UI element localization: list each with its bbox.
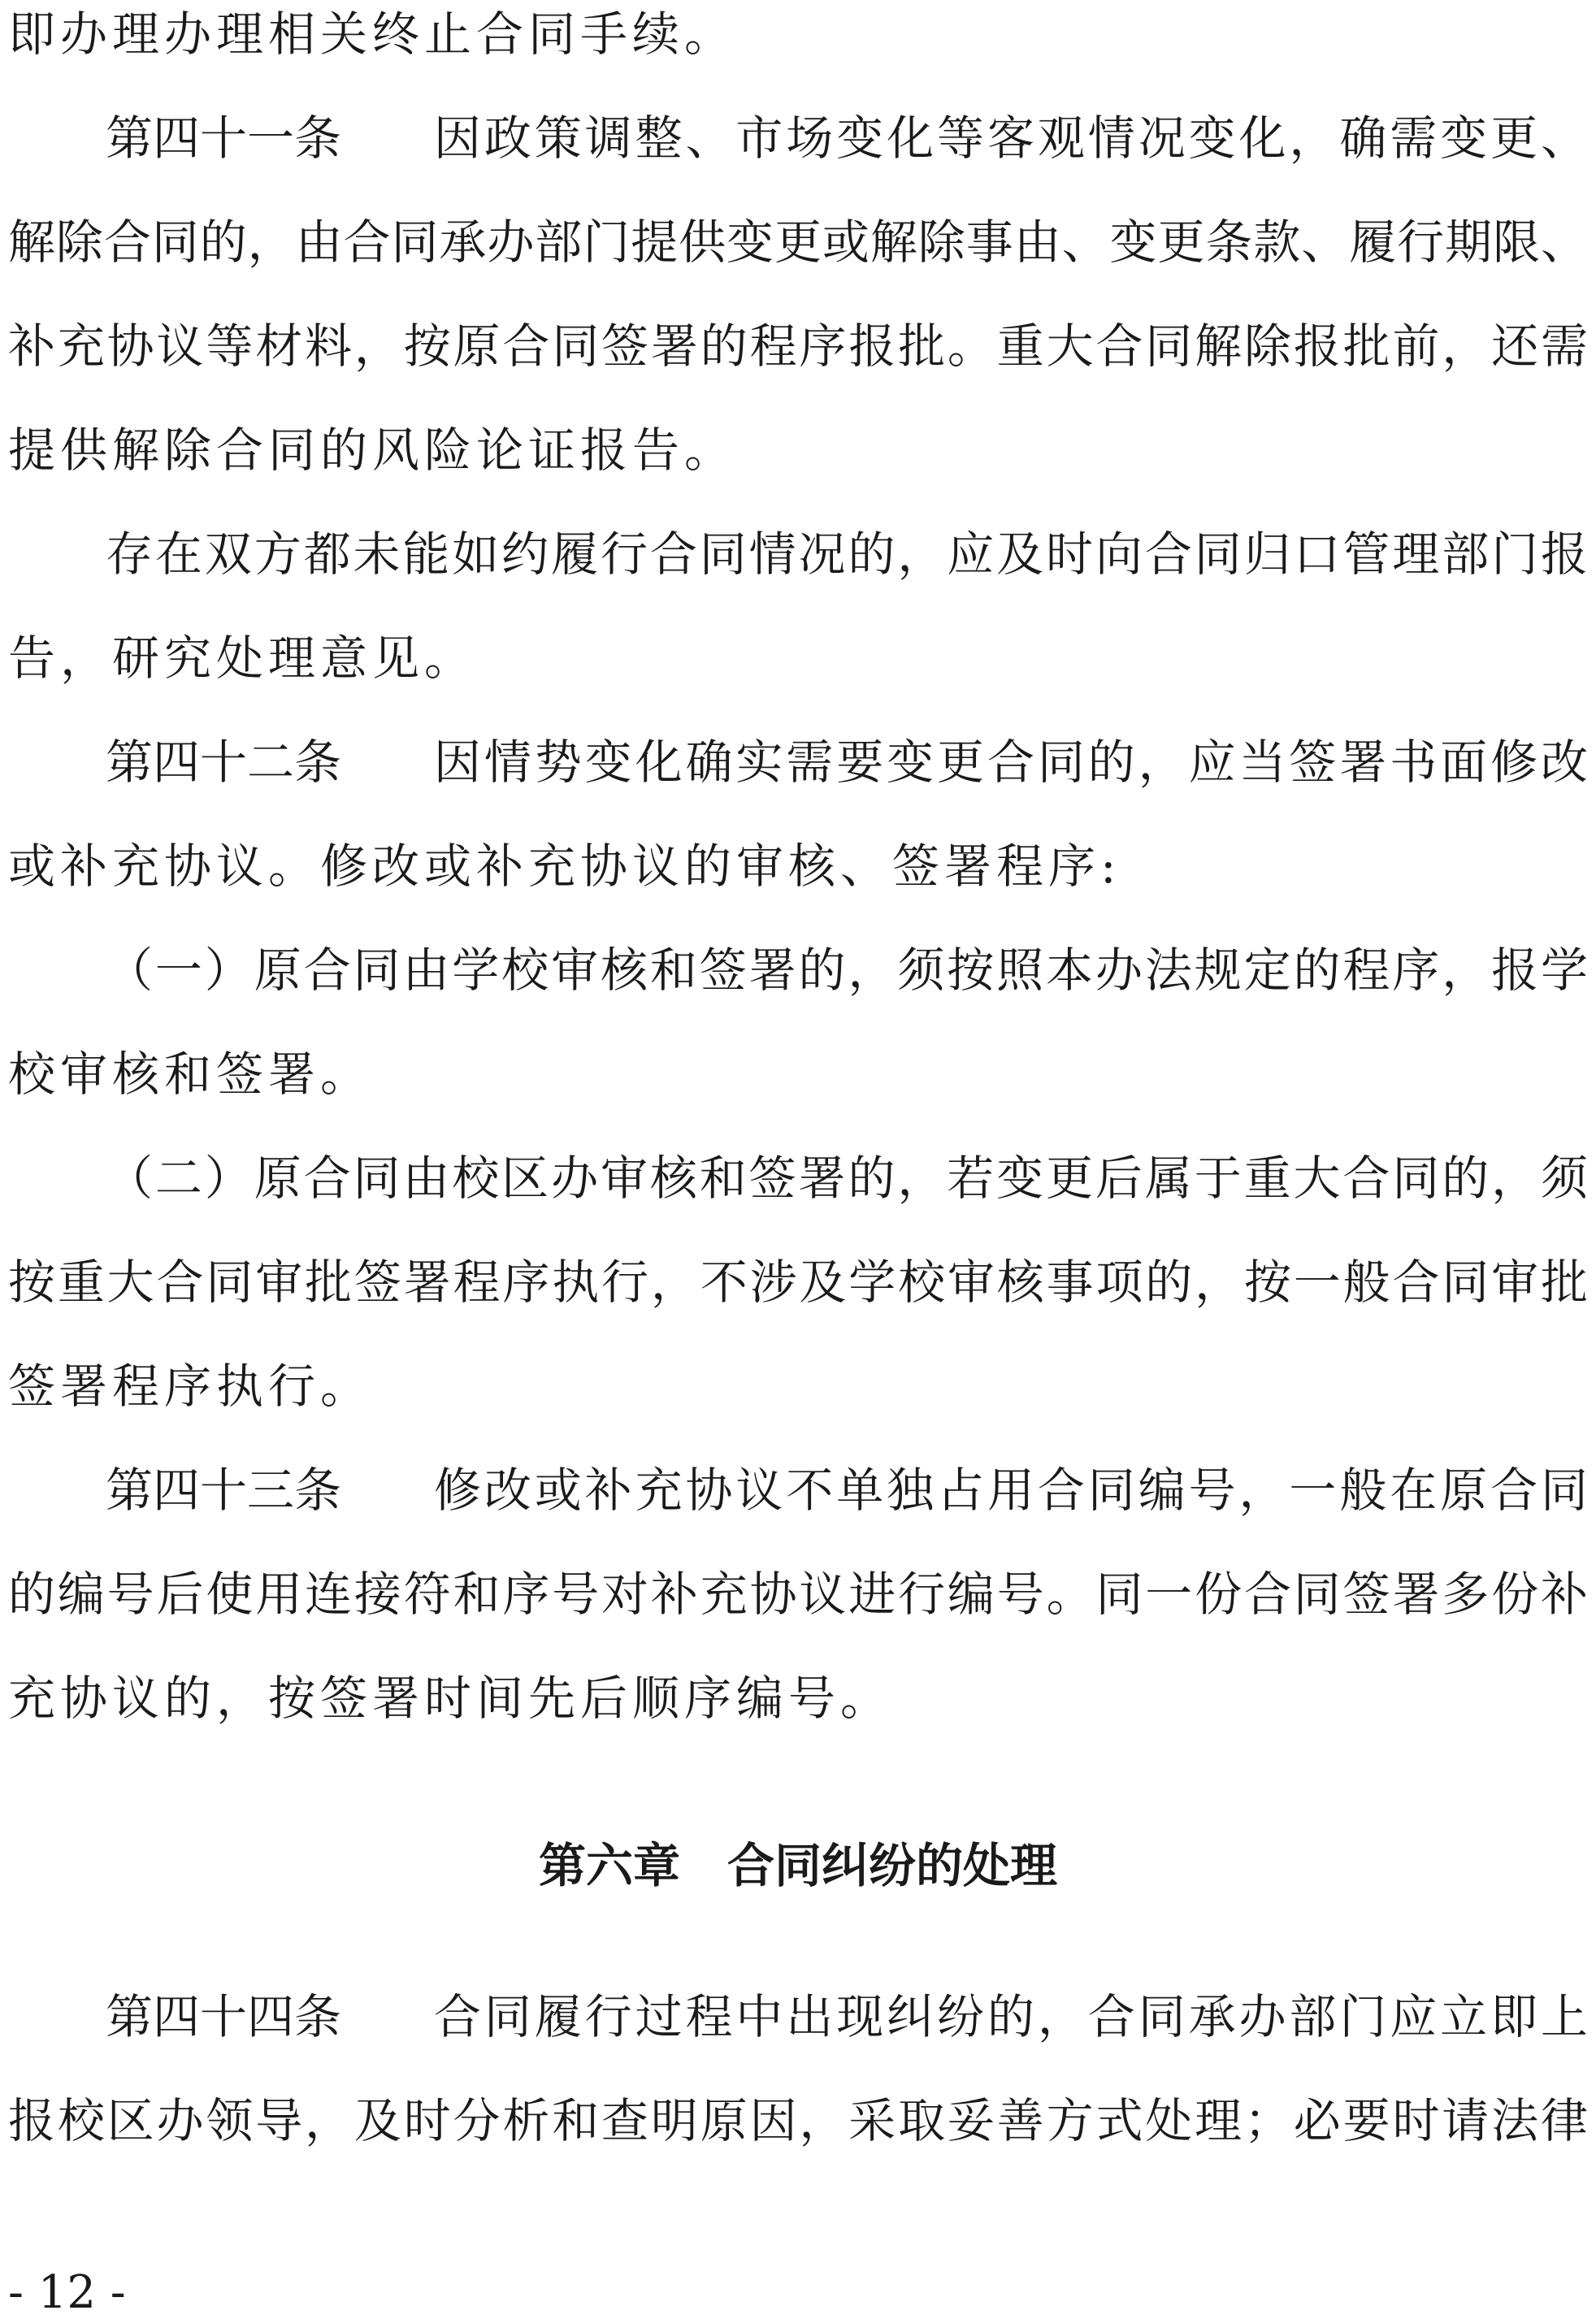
- text-line: （二）原合同由校区办审核和签署的，若变更后属于重大合同的，须: [106, 1151, 1588, 1206]
- text-line: 告，研究处理意见。: [8, 631, 477, 686]
- article-44-line-1: [106, 1984, 1588, 2049]
- article-43-line-1: [106, 1458, 1588, 1523]
- text-line: 报校区办领导，及时分析和查明原因，采取妥善方式处理；必要时请法律: [8, 2093, 1588, 2148]
- text-line: 按重大合同审批签署程序执行，不涉及学校审核事项的，按一般合同审批: [8, 1255, 1588, 1310]
- text-line: 或补充协议。修改或补充协议的审核、签署程序:: [8, 839, 1121, 894]
- article-text: 合同履行过程中出现纠纷的，合同承办部门应立即上: [431, 1989, 1588, 2044]
- article-number: 第四十三条: [106, 1463, 342, 1518]
- text-line: 提供解除合同的风险论证报告。: [8, 423, 737, 478]
- article-number: 第四十二条: [106, 735, 342, 790]
- text-line: （一）原合同由学校审核和签署的，须按照本办法规定的程序，报学: [106, 943, 1588, 998]
- page-number: - 12 -: [8, 2266, 126, 2319]
- article-number: 第四十一条: [106, 111, 342, 166]
- article-text: 因情势变化确实需要变更合同的，应当签署书面修改: [431, 735, 1588, 790]
- text-line: 校审核和签署。: [8, 1047, 373, 1102]
- article-42-line-1: [106, 730, 1588, 795]
- text-line: 的编号后使用连接符和序号对补充协议进行编号。同一份合同签署多份补: [8, 1567, 1588, 1622]
- article-text: 因政策调整、市场变化等客观情况变化，确需变更、: [431, 111, 1588, 166]
- text-line: 即办理办理相关终止合同手续。: [8, 7, 737, 62]
- chapter-title: 第六章 合同纠纷的处理: [538, 1838, 1057, 1893]
- article-text: 修改或补充协议不单独占用合同编号，一般在原合同: [431, 1463, 1588, 1518]
- article-number: 第四十四条: [106, 1989, 342, 2044]
- text-line: 签署程序执行。: [8, 1359, 373, 1414]
- text-line: 存在双方都未能如约履行合同情况的，应及时向合同归口管理部门报: [106, 527, 1588, 582]
- text-line: 补充协议等材料，按原合同签署的程序报批。重大合同解除报批前，还需: [8, 319, 1588, 374]
- text-line: 解除合同的，由合同承办部门提供变更或解除事由、变更条款、履行期限、: [8, 215, 1588, 270]
- text-line: 充协议的，按签署时间先后顺序编号。: [8, 1671, 893, 1726]
- article-41-line-1: [106, 106, 1588, 171]
